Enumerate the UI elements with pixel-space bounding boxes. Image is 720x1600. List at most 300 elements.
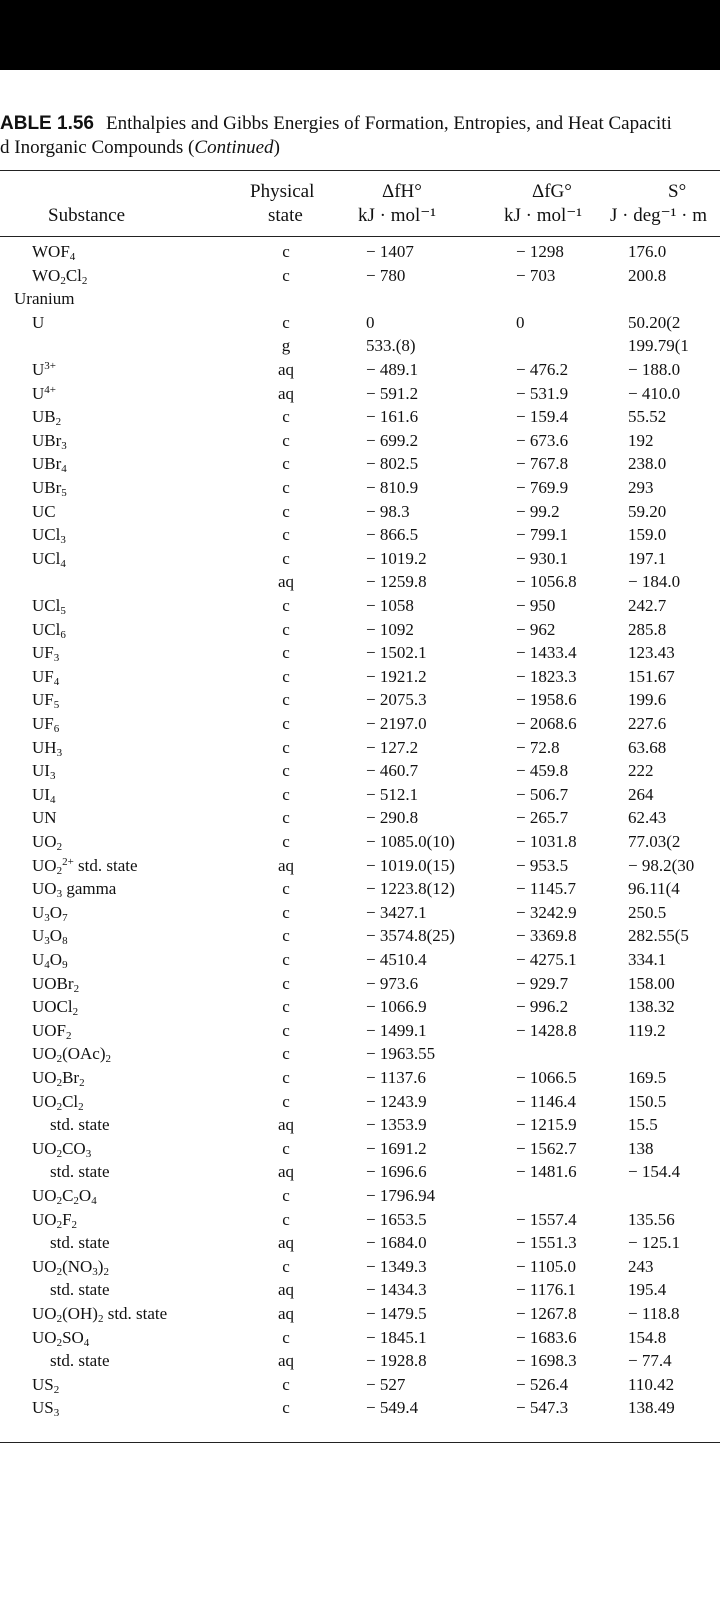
table-row	[0, 429, 720, 453]
enthalpy-cell: − 1921.2	[366, 666, 427, 686]
gibbs-cell: − 769.9	[516, 478, 569, 497]
state-cell: aq	[277, 1351, 295, 1371]
gibbs-cell: − 1267.8	[516, 1304, 577, 1323]
substance-cell: $UF_6$	[32, 714, 60, 735]
enthalpy-cell: − 1353.9	[366, 1115, 427, 1135]
table-row	[0, 1396, 720, 1420]
enthalpy-cell: − 1223.8(12)	[366, 879, 455, 899]
state-cell: c	[282, 1044, 290, 1064]
table-row	[0, 1373, 720, 1397]
state-cell: c	[282, 808, 290, 828]
enthalpy-cell: − 1928.8	[366, 1351, 427, 1371]
state-cell: g	[281, 336, 291, 356]
enthalpy-cell: 0	[366, 312, 375, 332]
enthalpy-cell: − 780	[366, 265, 406, 285]
enthalpy-cell: 533.(8)	[366, 336, 416, 356]
table-row	[0, 334, 720, 358]
substance-cell: $U_4O_9$	[32, 950, 68, 971]
table-row	[0, 1302, 720, 1326]
gibbs-cell: − 1481.6	[516, 1162, 577, 1182]
entropy-cell: 96.11(4	[628, 879, 680, 899]
substance-cell: $UO_2CO_3$	[32, 1138, 92, 1160]
substance-cell: $UO_3$ gamma	[32, 879, 117, 901]
state-cell: aq	[277, 1115, 295, 1135]
table-row	[0, 736, 720, 760]
header-dh-2: kJ · mol⁻¹	[358, 205, 437, 226]
gibbs-cell: − 3369.8	[516, 926, 577, 946]
state-cell: c	[282, 454, 290, 474]
entropy-cell: 55.52	[628, 407, 667, 427]
table-row	[0, 1113, 720, 1137]
substance-cell: UBr$_5$	[32, 478, 67, 499]
enthalpy-cell: − 1243.9	[366, 1091, 427, 1111]
entropy-cell: − 98.2(30	[628, 855, 695, 875]
state-cell: aq	[277, 572, 295, 592]
gibbs-cell: − 1698.3	[516, 1351, 577, 1371]
entropy-cell: 334.1	[628, 950, 667, 969]
substance-cell: std. state	[50, 1280, 110, 1300]
enthalpy-cell: − 1696.6	[366, 1162, 427, 1182]
gibbs-cell: − 1105.0	[516, 1256, 576, 1276]
substance-cell: $UI_3$	[32, 761, 56, 783]
state-cell: c	[282, 501, 290, 521]
entropy-cell: 138	[628, 1138, 654, 1158]
table-row	[0, 783, 720, 807]
state-cell: c	[282, 1068, 290, 1087]
enthalpy-cell: − 127.2	[366, 737, 419, 757]
table-row	[0, 830, 720, 854]
enthalpy-cell: − 1085.0(10)	[366, 832, 455, 851]
entropy-cell: 159.0	[628, 525, 667, 545]
gibbs-cell: − 703	[516, 265, 556, 285]
enthalpy-cell: − 460.7	[366, 761, 419, 781]
table-row	[0, 1042, 720, 1066]
state-cell: c	[282, 1138, 290, 1158]
substance-cell: $UO_2(OAc)_2$	[32, 1044, 111, 1066]
table-row	[0, 688, 720, 712]
enthalpy-cell: − 802.5	[366, 454, 419, 474]
substance-cell: UCl$_6$	[32, 619, 66, 641]
enthalpy-cell: − 1259.8	[366, 572, 427, 592]
state-cell: c	[282, 1186, 290, 1205]
gibbs-cell: − 962	[516, 619, 556, 639]
gibbs-cell: − 3242.9	[516, 902, 577, 922]
substance-cell: $UI_4$	[32, 784, 56, 806]
enthalpy-cell: − 98.3	[366, 501, 410, 521]
table-bottom-rule	[0, 1442, 720, 1443]
state-cell: c	[282, 1020, 290, 1040]
entropy-cell: − 410.0	[628, 383, 681, 403]
table-row	[0, 240, 720, 264]
state-cell: c	[282, 832, 290, 851]
enthalpy-cell: − 549.4	[366, 1398, 419, 1418]
substance-cell: $U_3O_7$	[32, 902, 68, 924]
gibbs-cell: − 547.3	[516, 1398, 569, 1418]
enthalpy-cell: − 2197.0	[366, 714, 427, 733]
table-number: ABLE 1.56	[0, 113, 94, 134]
enthalpy-cell: − 512.1	[366, 784, 419, 804]
gibbs-cell: − 1433.4	[516, 643, 577, 663]
substance-cell: U	[32, 312, 45, 332]
caption-line-2: d Inorganic Compounds (Continued)	[0, 137, 280, 158]
gibbs-cell: − 1551.3	[516, 1233, 577, 1253]
state-cell: c	[282, 902, 290, 922]
substance-cell: $UOF_2$	[32, 1020, 72, 1042]
table-row	[0, 1231, 720, 1255]
gibbs-cell: − 996.2	[516, 997, 569, 1017]
gibbs-cell: − 930.1	[516, 548, 569, 568]
entropy-cell: 15.5	[628, 1115, 658, 1135]
substance-cell: std. state	[50, 1233, 110, 1253]
state-cell: c	[282, 1398, 290, 1418]
table-row	[0, 972, 720, 996]
entropy-cell: − 188.0	[628, 360, 681, 379]
substance-cell: $UO_2^{2+}$ std. state	[32, 855, 138, 877]
enthalpy-cell: − 1479.5	[366, 1304, 427, 1323]
state-cell: c	[282, 1209, 290, 1229]
state-cell: c	[282, 714, 290, 733]
table-row	[0, 287, 720, 311]
state-cell: aq	[277, 1280, 295, 1300]
gibbs-cell: − 1066.5	[516, 1068, 577, 1087]
state-cell: aq	[277, 1304, 295, 1323]
state-cell: c	[282, 666, 290, 686]
enthalpy-cell: − 527	[366, 1374, 406, 1394]
table-row	[0, 405, 720, 429]
gibbs-cell: − 99.2	[516, 501, 560, 521]
substance-cell: std. state	[50, 1115, 110, 1135]
table-row	[0, 594, 720, 618]
table-row	[0, 1137, 720, 1161]
gibbs-cell: − 1215.9	[516, 1115, 577, 1135]
enthalpy-cell: − 591.2	[366, 383, 419, 403]
gibbs-cell: − 1428.8	[516, 1020, 577, 1040]
entropy-cell: − 118.8	[628, 1304, 680, 1323]
substance-cell: $UB_2$	[32, 407, 62, 429]
state-cell: c	[282, 478, 290, 497]
substance-cell: UCl$_3$	[32, 525, 66, 547]
entropy-cell: 222	[628, 761, 654, 781]
entropy-cell: 158.00	[628, 973, 675, 993]
enthalpy-cell: − 1502.1	[366, 643, 427, 663]
entropy-cell: 63.68	[628, 737, 667, 757]
table-row	[0, 264, 720, 288]
entropy-cell: 169.5	[628, 1068, 667, 1087]
entropy-cell: 150.5	[628, 1091, 667, 1111]
entropy-cell: 135.56	[628, 1209, 675, 1229]
state-cell: aq	[277, 1162, 295, 1182]
state-cell: c	[282, 1374, 290, 1394]
gibbs-cell: − 1823.3	[516, 666, 577, 686]
substance-cell: $U^{3+}$	[32, 360, 56, 379]
enthalpy-cell: − 1691.2	[366, 1138, 427, 1158]
gibbs-cell: − 1056.8	[516, 572, 577, 592]
entropy-cell: 243	[628, 1256, 654, 1276]
table-row	[0, 1255, 720, 1279]
gibbs-cell: − 459.8	[516, 761, 569, 781]
table-row	[0, 570, 720, 594]
enthalpy-cell: − 1019.0(15)	[366, 855, 455, 875]
substance-cell: Uranium	[14, 289, 75, 309]
table-row	[0, 854, 720, 878]
table-row	[0, 1160, 720, 1184]
enthalpy-cell: − 1092	[366, 619, 414, 639]
entropy-cell: 264	[628, 784, 654, 804]
enthalpy-cell: − 290.8	[366, 808, 419, 828]
entropy-cell: 293	[628, 478, 654, 497]
table-row	[0, 618, 720, 642]
enthalpy-cell: − 1963.55	[366, 1044, 436, 1064]
table-row	[0, 1349, 720, 1373]
state-cell: aq	[277, 360, 295, 379]
enthalpy-cell: − 699.2	[366, 430, 419, 450]
entropy-cell: 199.6	[628, 690, 667, 710]
state-cell: c	[282, 1091, 290, 1111]
state-cell: c	[282, 784, 290, 804]
substance-cell: $U^{4+}$	[32, 383, 56, 403]
substance-cell: $UH_3$	[32, 737, 63, 759]
substance-cell: UBr$_4$	[32, 454, 67, 476]
state-cell: c	[282, 596, 290, 615]
entropy-cell: 154.8	[628, 1327, 667, 1347]
gibbs-cell: − 2068.6	[516, 714, 577, 733]
entropy-cell: 227.6	[628, 714, 667, 733]
gibbs-cell: − 929.7	[516, 973, 569, 993]
enthalpy-cell: − 1058	[366, 596, 414, 615]
table-row	[0, 1090, 720, 1114]
table-row	[0, 806, 720, 830]
entropy-cell: 242.7	[628, 596, 667, 615]
caption-line-1	[0, 112, 720, 136]
substance-cell: $UO_2F_2$	[32, 1209, 78, 1231]
enthalpy-cell: − 2075.3	[366, 690, 427, 710]
entropy-cell: 119.2	[628, 1020, 666, 1040]
substance-cell: $UF_5$	[32, 690, 60, 712]
gibbs-cell: − 506.7	[516, 784, 569, 804]
enthalpy-cell: − 1137.6	[366, 1068, 426, 1087]
table-row	[0, 1278, 720, 1302]
state-cell: c	[282, 1256, 290, 1276]
gibbs-cell: − 1298	[516, 242, 564, 261]
state-cell: c	[282, 525, 290, 545]
gibbs-cell: − 1031.8	[516, 832, 577, 851]
gibbs-cell: − 767.8	[516, 454, 569, 474]
gibbs-cell: − 4275.1	[516, 950, 577, 969]
state-cell: c	[282, 643, 290, 663]
entropy-cell: 176.0	[628, 242, 667, 261]
state-cell: aq	[277, 383, 295, 403]
substance-cell: $US_3$	[32, 1398, 60, 1420]
substance-cell: UOCl$_2$	[32, 997, 79, 1019]
substance-cell: $UO_2Br_2$	[32, 1068, 85, 1089]
state-cell: c	[282, 619, 290, 639]
header-s-2: J · deg⁻¹ · m	[610, 205, 707, 226]
substance-cell: $WO_2Cl_2$	[32, 265, 88, 287]
header-state-1: Physical	[250, 181, 315, 202]
entropy-cell: 282.55(5	[628, 926, 689, 946]
state-cell: c	[282, 407, 290, 427]
header-dg-1: ΔfG°	[532, 181, 572, 202]
substance-cell: $UF_3$	[32, 643, 60, 665]
gibbs-cell: 0	[516, 312, 525, 332]
top-black-bar	[0, 0, 720, 70]
substance-cell: $UF_4$	[32, 666, 60, 688]
gibbs-cell: − 72.8	[516, 737, 560, 757]
enthalpy-cell: − 866.5	[366, 525, 419, 545]
enthalpy-cell: − 1845.1	[366, 1327, 427, 1347]
gibbs-cell: − 1557.4	[516, 1209, 577, 1229]
header-s-1: S°	[668, 181, 687, 202]
state-cell: c	[282, 973, 290, 993]
substance-cell: $UO_2C_2O_4$	[32, 1186, 97, 1207]
substance-cell: $UO_2SO_4$	[32, 1327, 90, 1349]
substance-cell: UCl$_5$	[32, 596, 66, 617]
table-row	[0, 712, 720, 736]
state-cell: aq	[277, 1233, 295, 1253]
gibbs-cell: − 526.4	[516, 1374, 569, 1394]
state-cell: c	[282, 926, 290, 946]
entropy-cell: − 154.4	[628, 1162, 681, 1182]
table-row	[0, 452, 720, 476]
entropy-cell: 138.49	[628, 1398, 675, 1418]
state-cell: c	[282, 1327, 290, 1347]
enthalpy-cell: − 1019.2	[366, 548, 427, 568]
entropy-cell: 62.43	[628, 808, 667, 828]
table-row	[0, 523, 720, 547]
entropy-cell: 199.79(1	[628, 336, 689, 356]
substance-cell: UN	[32, 808, 57, 828]
table-row	[0, 1326, 720, 1350]
enthalpy-cell: − 973.6	[366, 973, 419, 993]
enthalpy-cell: − 1434.3	[366, 1280, 427, 1300]
table-row	[0, 358, 720, 382]
entropy-cell: 195.4	[628, 1280, 667, 1300]
table-row	[0, 665, 720, 689]
enthalpy-cell: − 1499.1	[366, 1020, 427, 1040]
substance-cell: $WOF_4$	[32, 242, 76, 263]
table-row	[0, 759, 720, 783]
table-row	[0, 641, 720, 665]
table-caption	[0, 112, 720, 160]
entropy-cell: 238.0	[628, 454, 667, 474]
table-row	[0, 476, 720, 500]
gibbs-cell: − 476.2	[516, 360, 569, 379]
entropy-cell: 77.03(2	[628, 832, 681, 851]
entropy-cell: 285.8	[628, 619, 667, 639]
header-dg-2: kJ · mol⁻¹	[504, 205, 583, 226]
enthalpy-cell: − 1653.5	[366, 1209, 427, 1229]
state-cell: c	[282, 265, 290, 285]
table-row	[0, 500, 720, 524]
table-row	[0, 948, 720, 972]
state-cell: aq	[277, 855, 295, 875]
state-cell: c	[282, 548, 290, 568]
state-cell: c	[282, 242, 290, 261]
header-rule	[0, 236, 720, 237]
header-substance: Substance	[48, 205, 126, 226]
entropy-cell: − 184.0	[628, 572, 681, 592]
entropy-cell: 123.43	[628, 643, 675, 663]
entropy-cell: 110.42	[628, 1374, 675, 1394]
state-cell: c	[282, 737, 290, 757]
entropy-cell: 151.67	[628, 666, 675, 686]
gibbs-cell: − 531.9	[516, 383, 569, 403]
state-cell: c	[282, 879, 290, 899]
state-cell: c	[282, 761, 290, 781]
table-row	[0, 1184, 720, 1208]
gibbs-cell: − 1683.6	[516, 1327, 577, 1347]
entropy-cell: 200.8	[628, 265, 667, 285]
state-cell: c	[282, 312, 290, 332]
enthalpy-cell: − 3574.8(25)	[366, 926, 455, 946]
enthalpy-cell: − 3427.1	[366, 902, 427, 922]
entropy-cell: 192	[628, 430, 654, 450]
substance-cell: $UO_2(NO_3)_2$	[32, 1256, 109, 1278]
gibbs-cell: − 673.6	[516, 430, 569, 450]
table-row	[0, 547, 720, 571]
header-state-2: state	[268, 205, 303, 226]
enthalpy-cell: − 161.6	[366, 407, 419, 427]
state-cell: c	[282, 690, 290, 710]
substance-cell: UC	[32, 501, 56, 521]
substance-cell: $U_3O_8$	[32, 926, 68, 948]
entropy-cell: − 125.1	[628, 1233, 681, 1253]
gibbs-cell: − 159.4	[516, 407, 569, 427]
substance-cell: $UO_2(OH)_2$ std. state	[32, 1304, 168, 1325]
enthalpy-cell: − 810.9	[366, 478, 419, 497]
entropy-cell: 197.1	[628, 548, 667, 568]
enthalpy-cell: − 1407	[366, 242, 414, 261]
table-row	[0, 901, 720, 925]
enthalpy-cell: − 1684.0	[366, 1233, 427, 1253]
table-row	[0, 1208, 720, 1232]
substance-cell: std. state	[50, 1162, 110, 1182]
gibbs-cell: − 1146.4	[516, 1091, 576, 1111]
substance-cell: UCl$_4$	[32, 548, 66, 570]
substance-cell: $US_2$	[32, 1374, 60, 1396]
entropy-cell: 138.32	[628, 997, 675, 1017]
gibbs-cell: − 1176.1	[516, 1280, 576, 1300]
gibbs-cell: − 1145.7	[516, 879, 576, 899]
table-top-rule	[0, 170, 720, 171]
state-cell: c	[282, 997, 290, 1017]
header-dh-1: ΔfH°	[382, 181, 422, 202]
enthalpy-cell: − 489.1	[366, 360, 419, 379]
table-row	[0, 877, 720, 901]
substance-cell: UOBr$_2$	[32, 973, 80, 995]
gibbs-cell: − 953.5	[516, 855, 569, 875]
entropy-cell: 50.20(2	[628, 312, 681, 332]
table-row	[0, 1066, 720, 1090]
substance-cell: std. state	[50, 1351, 110, 1371]
entropy-cell: − 77.4	[628, 1351, 672, 1371]
gibbs-cell: − 950	[516, 596, 556, 615]
entropy-cell: 59.20	[628, 501, 667, 521]
substance-cell: $UO_2Cl_2$	[32, 1091, 84, 1113]
table-row	[0, 995, 720, 1019]
caption-title: Enthalpies and Gibbs Energies of Formation, Entropies, and Heat Capaciti	[105, 113, 672, 134]
enthalpy-cell: − 1066.9	[366, 997, 427, 1017]
gibbs-cell: − 1562.7	[516, 1138, 577, 1158]
gibbs-cell: − 1958.6	[516, 690, 577, 710]
table-row	[0, 1019, 720, 1043]
gibbs-cell: − 265.7	[516, 808, 569, 828]
table-row	[0, 311, 720, 335]
state-cell: c	[282, 430, 290, 450]
enthalpy-cell: − 4510.4	[366, 950, 427, 969]
substance-cell: UBr$_3$	[32, 430, 67, 452]
entropy-cell: 250.5	[628, 902, 667, 922]
